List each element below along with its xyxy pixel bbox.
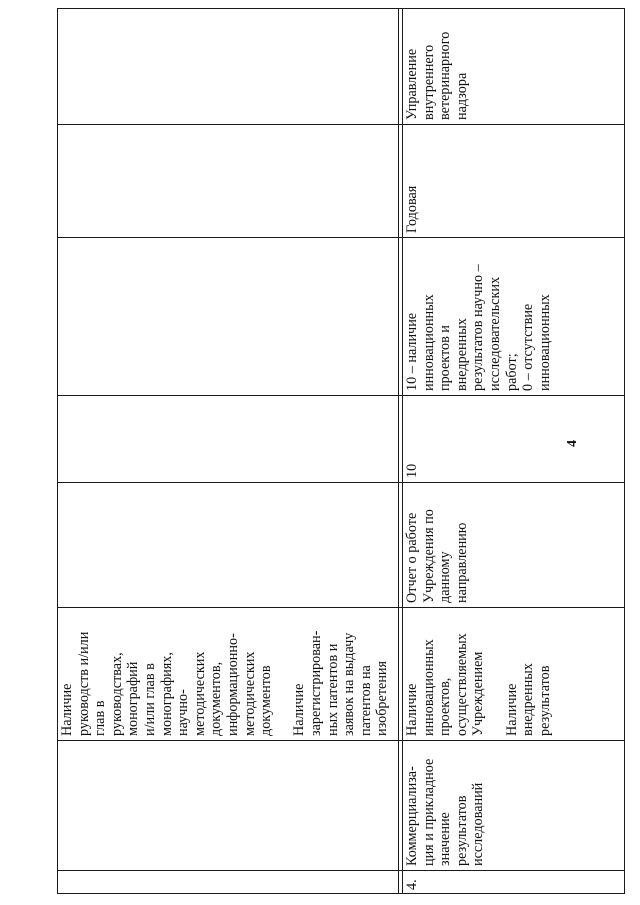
prev-row-indicator-cell: Наличие руководств и/или глав в руководствах, монографий и/или глав в монографиях, научно- методических документов, информационно- методических документов Наличие зарегистрирован- ных патентов и заявок на выдачу патентов на изобретения (59, 630, 391, 736)
column-divider (57, 607, 625, 608)
table-border-left (57, 8, 58, 894)
table-border-top (57, 8, 625, 9)
scoring-cell: 10 – наличие инновационных проектов и внедренных результатов научно – исследовательских работ; 0 – отсутствие инновационных (404, 264, 553, 391)
criterion-cell: Коммерциализа- ция и прикладное значение результатов исследований (404, 758, 487, 866)
max-score-cell: 10 (404, 463, 420, 478)
table-border-bottom (57, 893, 625, 894)
source-cell: Отчет о работе Учреждения по данному направлению (404, 509, 470, 603)
row-number-cell: 4. (404, 879, 420, 890)
column-divider (57, 395, 625, 396)
responsible-cell: Управление внутреннего ветеринарного надзора (404, 31, 470, 120)
indicator-cell: Наличие инновационных проектов, осуществляемых Учреждением Наличие внедренных результатов (404, 633, 553, 736)
periodicity-cell: Годовая (404, 185, 420, 233)
row-divider (398, 8, 399, 894)
table-border-right (624, 8, 625, 894)
column-divider (57, 870, 625, 871)
page-number: 4 (565, 440, 580, 447)
row-divider (402, 8, 403, 894)
